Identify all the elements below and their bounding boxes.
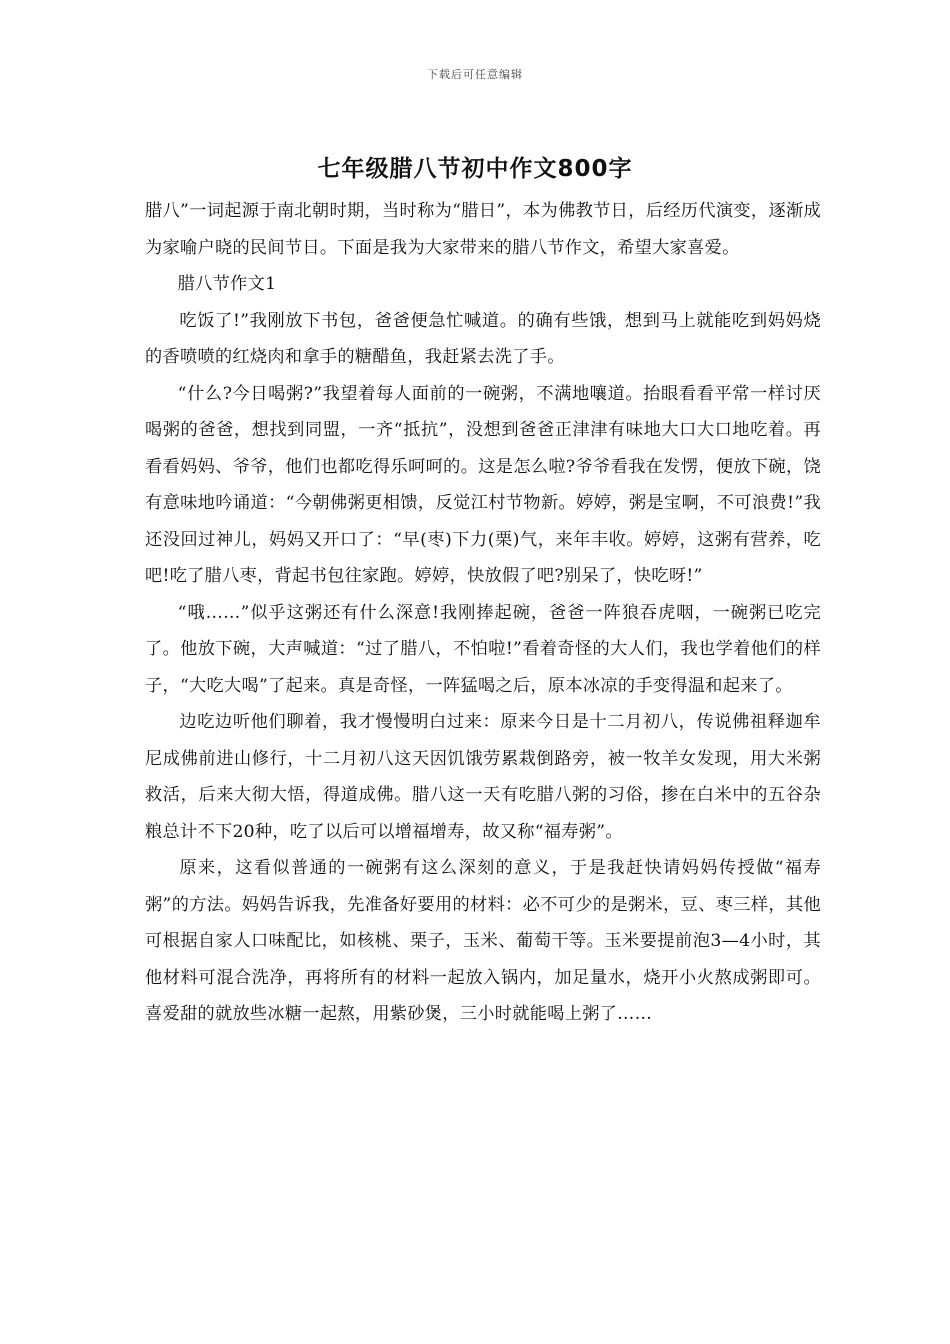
paragraph: “什么?今日喝粥?”我望着每人面前的一碗粥，不满地嚷道。抬眼看看平常一样讨厌喝粥的爸爸，想找到同盟，一齐“抵抗”，没想到爸爸正津津有味地大口大口地吃着。再看看妈妈、爷爷，他们也都吃得乐呵呵的。这是怎么啦?爷爷看我在发愣，便放下碗，饶有意味地吟诵道：“今朝佛粥更相馈，反觉江村节物新。婷婷，粥是宝啊，不可浪费!”我还没回过神儿，妈妈又开口了：“早(枣)下力(栗)气，来年丰收。婷婷，这粥有营养，吃吧!吃了腊八枣，背起书包往家跑。婷婷，快放假了吧?别呆了，快吃呀!”	[145, 383, 821, 586]
paragraph: 原来，这看似普通的一碗粥有这么深刻的意义，于是我赶快请妈妈传授做“福寿粥”的方法。妈妈告诉我，先准备好要用的材料：必不可少的是粥米，豆、枣三样，其他可根据自家人口味配比，如核桃、栗子，玉米、葡萄干等。玉米要提前泡3—4小时，其他材料可混合洗净，再将所有的材料一起放入锅内，加足量水，烧开小火熬成粥即可。喜爱甜的就放些冰糖一起熬，用紫砂煲，三小时就能喝上粥了……	[145, 858, 821, 1024]
document-title: 七年级腊八节初中作文800字	[317, 156, 633, 182]
section-heading: 腊八节作文1	[177, 274, 277, 294]
document-body	[145, 193, 821, 1033]
intro-paragraph: 腊八”一词起源于南北朝时期，当时称为“腊日”，本为佛教节日，后经历代演变，逐渐成为家喻户晓的民间节日。下面是我为大家带来的腊八节作文，希望大家喜爱。	[145, 201, 821, 258]
header-note: 下载后可任意编辑	[427, 68, 523, 81]
paragraph: 边吃边听他们聊着，我才慢慢明白过来：原来今日是十二月初八，传说佛祖释迦牟尼成佛前进山修行，十二月初八这天因饥饿劳累栽倒路旁，被一牧羊女发现，用大米粥救活，后来大彻大悟，得道成佛。腊八这一天有吃腊八粥的习俗，掺在白米中的五谷杂粮总计不下20种，吃了以后可以增福增寿，故又称“福寿粥”。	[145, 712, 821, 842]
paragraph: 吃饭了!”我刚放下书包，爸爸便急忙喊道。的确有些饿，想到马上就能吃到妈妈烧的香喷喷的红烧肉和拿手的糖醋鱼，我赶紧去洗了手。	[145, 310, 821, 367]
paragraph: “哦……”似乎这粥还有什么深意!我刚捧起碗，爸爸一阵狼吞虎咽，一碗粥已吃完了。他放下碗，大声喊道：“过了腊八，不怕啦!”看着奇怪的大人们，我也学着他们的样子，“大吃大喝”了起来。真是奇怪，一阵猛喝之后，原本冰凉的手变得温和起来了。	[145, 602, 821, 696]
